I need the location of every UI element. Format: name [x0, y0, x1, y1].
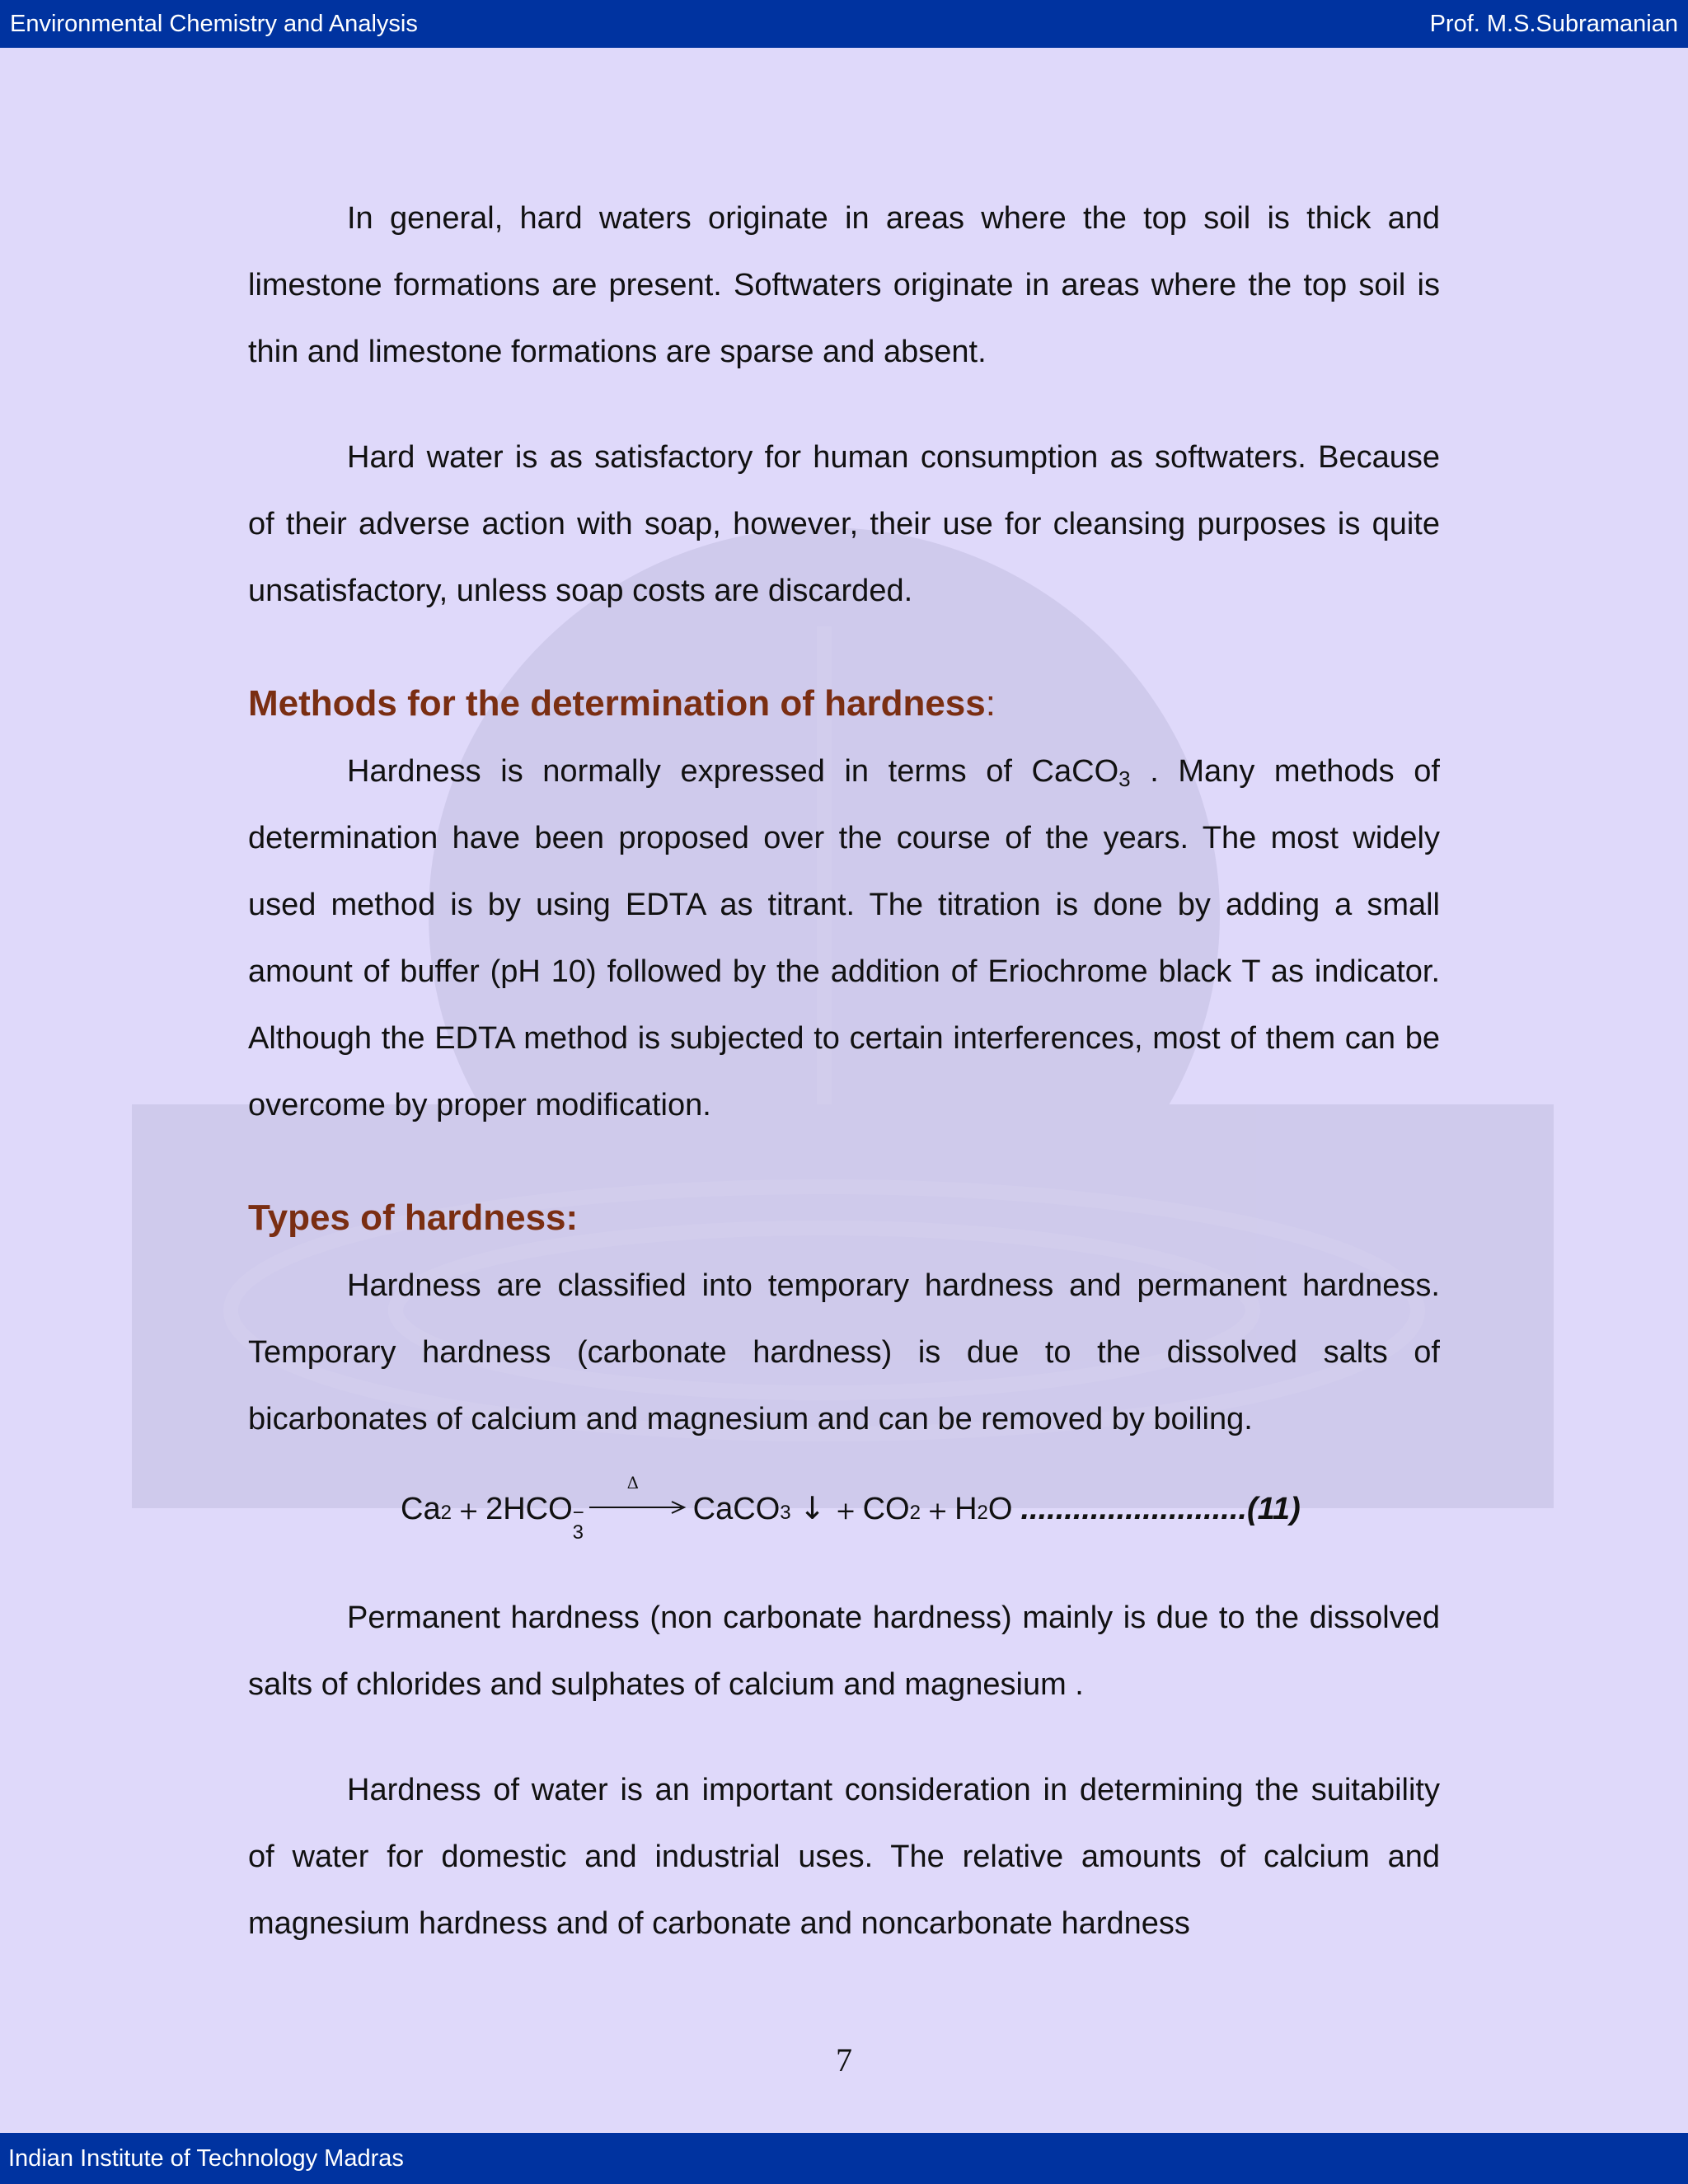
- paragraph-hardness-importance: Hardness of water is an important consideration in determining the suitability of water for domestic and industrial uses. The relative amounts of calcium and magnesium hardness and of carbonate and noncarbonate hardness: [248, 1773, 1440, 1941]
- right-arrow-icon: [589, 1501, 687, 1514]
- eq-h2o-h: H: [954, 1492, 978, 1526]
- eq-number: (11): [1246, 1492, 1301, 1526]
- page-number: 7: [836, 2041, 852, 2079]
- eq-caco3: CaCO: [692, 1492, 781, 1526]
- heading-methods: [248, 679, 1440, 729]
- eq-hco3-sub: 3: [572, 1521, 584, 1544]
- eq-co2: CO: [862, 1492, 910, 1526]
- eq-ca: Ca: [401, 1492, 441, 1526]
- header-author: Prof. M.S.Subramanian: [1429, 10, 1678, 37]
- heading-methods-colon: :: [985, 683, 996, 724]
- page-footer: [0, 2133, 1688, 2184]
- heat-arrow: [589, 1473, 687, 1519]
- heading-types: Types of hardness:: [248, 1197, 579, 1238]
- eq-plus-1: +: [457, 1497, 480, 1526]
- eq-h2o-o: O: [987, 1492, 1013, 1526]
- footer-institution: Indian Institute of Technology Madras: [8, 2144, 404, 2172]
- equation-11: [248, 1453, 1440, 1585]
- equation-line: Ca 2 + 2HCO − 3 Δ CaCO 3 ↓ + CO 2 + H 2 O .......................... (11): [401, 1473, 1301, 1544]
- page-header: [0, 0, 1688, 48]
- paragraph-determination: [248, 738, 1440, 1139]
- eq-dots: ..........................: [1020, 1492, 1247, 1526]
- paragraph-temporary-hardness: Hardness are classified into temporary hardness and permanent hardness. Temporary hardness (carbonate hardness) is due to the dissolved salts of bicarbonates of calcium and magnesium and can be removed by boiling.: [248, 1268, 1440, 1436]
- document-body: [248, 185, 1440, 1957]
- header-course-title: Environmental Chemistry and Analysis: [10, 10, 418, 37]
- eq-plus-2: +: [835, 1497, 856, 1526]
- paragraph-hard-soft-origin: In general, hard waters originate in areas where the top soil is thick and limestone formations are present. Softwaters originate in areas where the top soil is thin and limestone formations are sparse and absent.: [248, 201, 1440, 369]
- determination-text-rest: . Many methods of determination have been proposed over the course of the years. The most widely used method is by using EDTA as titrant. The titration is done by adding a small amount of buffer (pH 10) followed by the addition of Eriochrome black T as indicator. Although the EDTA method is subjected to certain interferences, most of them can be overcome by proper modification.: [248, 754, 1440, 1122]
- precipitate-arrow-icon: ↓: [799, 1490, 826, 1526]
- eq-hco3: 2HCO: [485, 1492, 573, 1526]
- caco3-subscript: 3: [1118, 766, 1131, 791]
- eq-delta: Δ: [626, 1473, 640, 1493]
- eq-hco3-scripts: [573, 1503, 584, 1543]
- paragraph-permanent-hardness: Permanent hardness (non carbonate hardness) mainly is due to the dissolved salts of chlorides and sulphates of calcium and magnesium .: [248, 1601, 1440, 1702]
- paragraph-hard-water-usage: Hard water is as satisfactory for human consumption as softwaters. Because of their adverse action with soap, however, their use for cleansing purposes is quite unsatisfactory, unless soap costs are discarded.: [248, 440, 1440, 608]
- eq-plus-3: +: [926, 1497, 949, 1526]
- eq-hco3-charge: −: [572, 1502, 584, 1524]
- determination-text-start: Hardness is normally expressed in terms of CaCO: [347, 754, 1119, 789]
- heading-methods-text: Methods for the determination of hardness: [248, 683, 986, 724]
